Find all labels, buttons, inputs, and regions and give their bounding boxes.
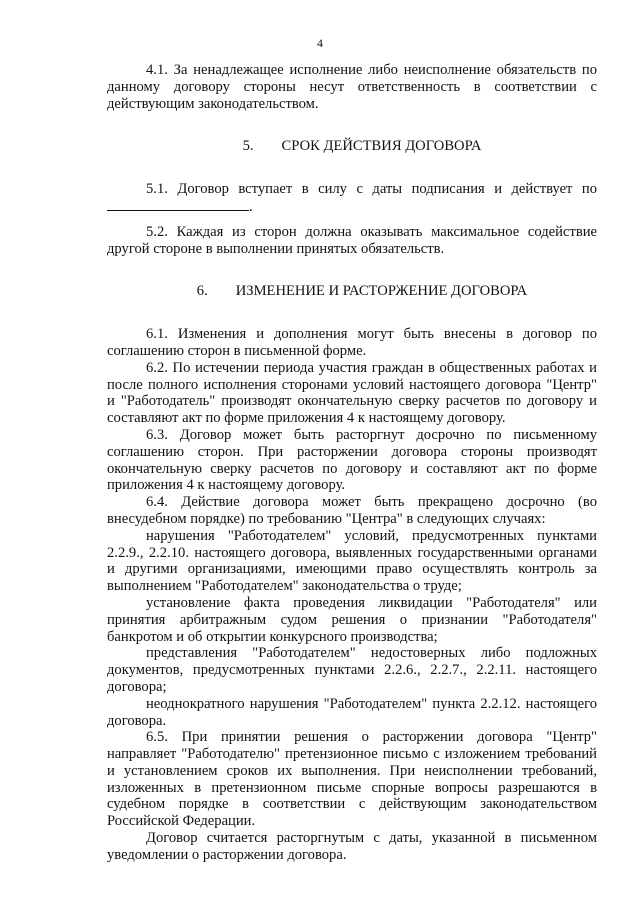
section-5-number: 5. [242,138,254,155]
clause-6-4: 6.4. Действие договора может быть прекращено досрочно (во внесудебном порядке) по требованию "Центра" в следующих случаях: [107,494,597,527]
clause-5-1 [107,181,597,198]
clause-4-1: 4.1. За ненадлежащее исполнение либо неисполнение обязательств по данному договору стороны несут ответственность в соответствии с действующим законодательством. [107,62,597,112]
section-5-heading [107,138,597,155]
clause-6-1: 6.1. Изменения и дополнения могут быть внесены в договор по соглашению сторон в письменной форме. [107,326,597,359]
clause-6-4-item-violation: нарушения "Работодателем" условий, предусмотренных пунктами 2.2.9., 2.2.10. настоящего договора, выявленных государственными органами и другими организациями, имеющими право осуществлять контроль за выполнением "Работодателем" законодательства о труде; [107,527,597,595]
section-5-title: СРОК ДЕЙСТВИЯ ДОГОВОРА [281,138,482,155]
section-6-number: 6. [196,283,208,300]
term-blank-line [107,198,249,211]
clause-5-2: 5.2. Каждая из сторон должна оказывать максимальное содействие другой стороне в выполнении принятых обязательств. [107,223,597,257]
clause-6-4-item-liquidation: установление факта проведения ликвидации "Работодателя" или принятия арбитражным судом решения о признании "Работодателя" банкротом и об открытии конкурсного производства; [107,594,597,645]
clause-5-1-text: 5.1. Договор вступает в силу с даты подписания и действует по [146,181,597,198]
clause-6-5: 6.5. При принятии решения о расторжении договора "Центр" направляет "Работодателю" претензионное письмо с изложением требований и установлением сроков их выполнения. При неисполнении требований, изложенных в претензионном письме спорные вопросы разрешаются в судебном порядке в соответствии с действующим законодательством Российской Федерации. [107,729,597,830]
page-number: 4 [317,36,323,50]
clause-6-4-item-false-documents: представления "Работодателем" недостоверных либо подложных документов, предусмотренных пунктами 2.2.6., 2.2.7., 2.2.11. настоящего договора; [107,645,597,695]
clause-6-5-termination-date: Договор считается расторгнутым с даты, указанной в письменном уведомлении о расторжении договора. [107,830,597,863]
section-6-heading [107,283,597,300]
clause-5-1-continuation [107,198,597,216]
document-body [107,62,597,864]
section-6-title: ИЗМЕНЕНИЕ И РАСТОРЖЕНИЕ ДОГОВОРА [235,283,528,300]
clause-6-3: 6.3. Договор может быть расторгнут досрочно по письменному соглашению сторон. При расторжении договора стороны производят окончательную сверку расчетов по договору и составляют акт по форме приложения 4 к настоящему договору. [107,426,597,494]
clause-6-4-item-repeated-violation: неоднократного нарушения "Работодателем" пункта 2.2.12. настоящего договора. [107,695,597,729]
clause-5-1-end: . [249,198,253,215]
clause-6-2: 6.2. По истечении периода участия граждан в общественных работах и после полного исполнения сторонами условий настоящего договора "Центр" и "Работодатель" производят окончательную сверку расчетов по договору и составляют акт по форме приложения 4 к настоящему договору. [107,359,597,427]
